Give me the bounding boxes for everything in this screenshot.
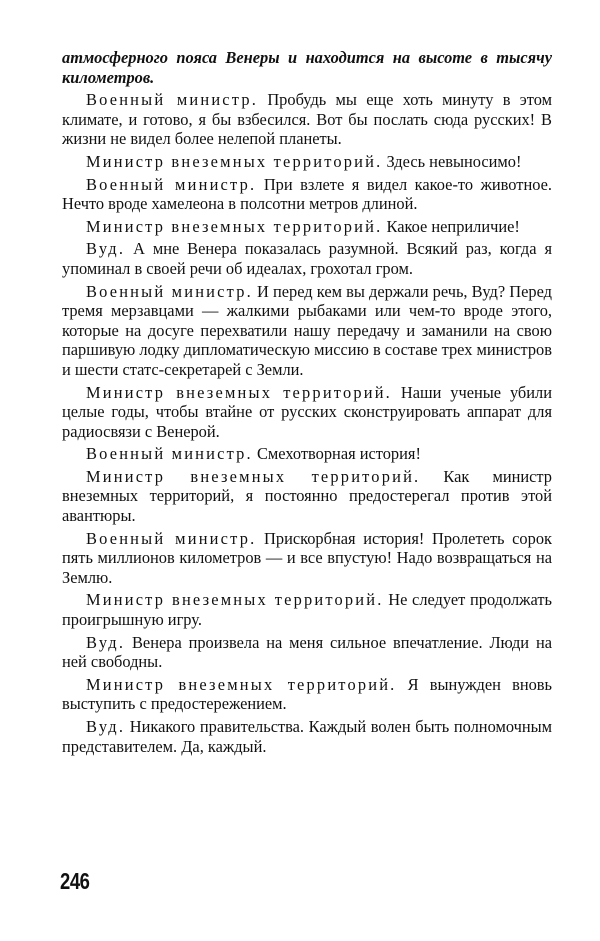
speaker-name: Военный министр. bbox=[86, 528, 257, 548]
speech-text: Здесь невыносимо! bbox=[386, 151, 522, 171]
speech-7 bbox=[62, 383, 552, 442]
speech-text: Никакого правительства. Каждый волен быть полномочным представителем. Да, каждый. bbox=[62, 717, 552, 756]
speech-text: И перед кем вы держали речь, Вуд? Перед тремя мерзавцами — жалкими рыбаками или чем-то вроде этого, которые на досуге перехватили нашу передачу и заманили на свою паршивую лодку дипломатическую миссию в составе трех министров и шести статс-секретарей с Земли. bbox=[62, 281, 552, 379]
speaker-name: Министр внеземных территорий. bbox=[86, 151, 383, 171]
speech-text: Я вынужден вновь выступить с предостережением. bbox=[62, 674, 552, 714]
speech-12 bbox=[62, 633, 552, 672]
speech-text: Как министр внеземных территорий, я постоянно предостерегал против этой авантюры. bbox=[62, 466, 552, 526]
speaker-name: Министр внеземных территорий. bbox=[86, 382, 392, 402]
speaker-name: Военный министр. bbox=[86, 90, 259, 110]
speaker-name: Министр внеземных территорий. bbox=[86, 590, 384, 610]
speech-text: Венера произвела на меня сильное впечатление. Люди на ней свободны. bbox=[62, 632, 552, 672]
stage-direction: атмосферного пояса Венеры и находится на высоте в тысячу километров. bbox=[62, 48, 552, 87]
speaker-name: Вуд. bbox=[86, 239, 126, 259]
speech-10 bbox=[62, 529, 552, 588]
speaker-name: Министр внеземных территорий. bbox=[86, 466, 421, 486]
page-number: 246 bbox=[60, 868, 90, 894]
speech-14 bbox=[62, 717, 552, 756]
speech-text: Не следует продолжать проигрышную игру. bbox=[62, 590, 552, 630]
speech-5 bbox=[62, 239, 552, 278]
speech-text: Наши ученые убили целые годы, чтобы втайне от русских сконструировать аппарат для радиосвязи с Венерой. bbox=[62, 382, 552, 441]
speech-2 bbox=[62, 152, 552, 172]
speaker-name: Военный министр. bbox=[86, 174, 257, 194]
speech-text: При взлете я видел какое-то животное. Нечто вроде хамелеона в полсотни метров длиной. bbox=[62, 174, 552, 214]
speech-13 bbox=[62, 675, 552, 714]
page-text bbox=[62, 48, 552, 759]
speech-3 bbox=[62, 175, 552, 214]
speech-11 bbox=[62, 590, 552, 629]
speech-6 bbox=[62, 282, 552, 380]
speaker-name: Вуд. bbox=[86, 632, 126, 652]
speech-text: Прискорбная история! Пролететь сорок пять миллионов километров — и все впустую! Надо возвращаться на Землю. bbox=[62, 528, 552, 587]
speech-8 bbox=[62, 444, 552, 464]
speaker-name: Военный министр. bbox=[86, 444, 253, 464]
speech-text: А мне Венера показалась разумной. Всякий раз, когда я упоминал в своей речи об идеалах, грохотал гром. bbox=[62, 239, 552, 278]
speech-1 bbox=[62, 90, 552, 149]
speaker-name: Военный министр. bbox=[86, 281, 253, 301]
speech-text: Пробудь мы еще хоть минуту в этом климате, и готово, я бы взбесился. Вот бы послать сюда русских! В жизни не видел более нелепой планеты. bbox=[62, 90, 552, 149]
speaker-name: Министр внеземных территорий. bbox=[86, 216, 383, 236]
speech-4 bbox=[62, 217, 552, 237]
speaker-name: Вуд. bbox=[86, 717, 126, 736]
speaker-name: Министр внеземных территорий. bbox=[86, 674, 397, 694]
speech-text: Смехотворная история! bbox=[256, 444, 421, 464]
speech-9 bbox=[62, 467, 552, 526]
speech-text: Какое неприличие! bbox=[386, 216, 520, 236]
